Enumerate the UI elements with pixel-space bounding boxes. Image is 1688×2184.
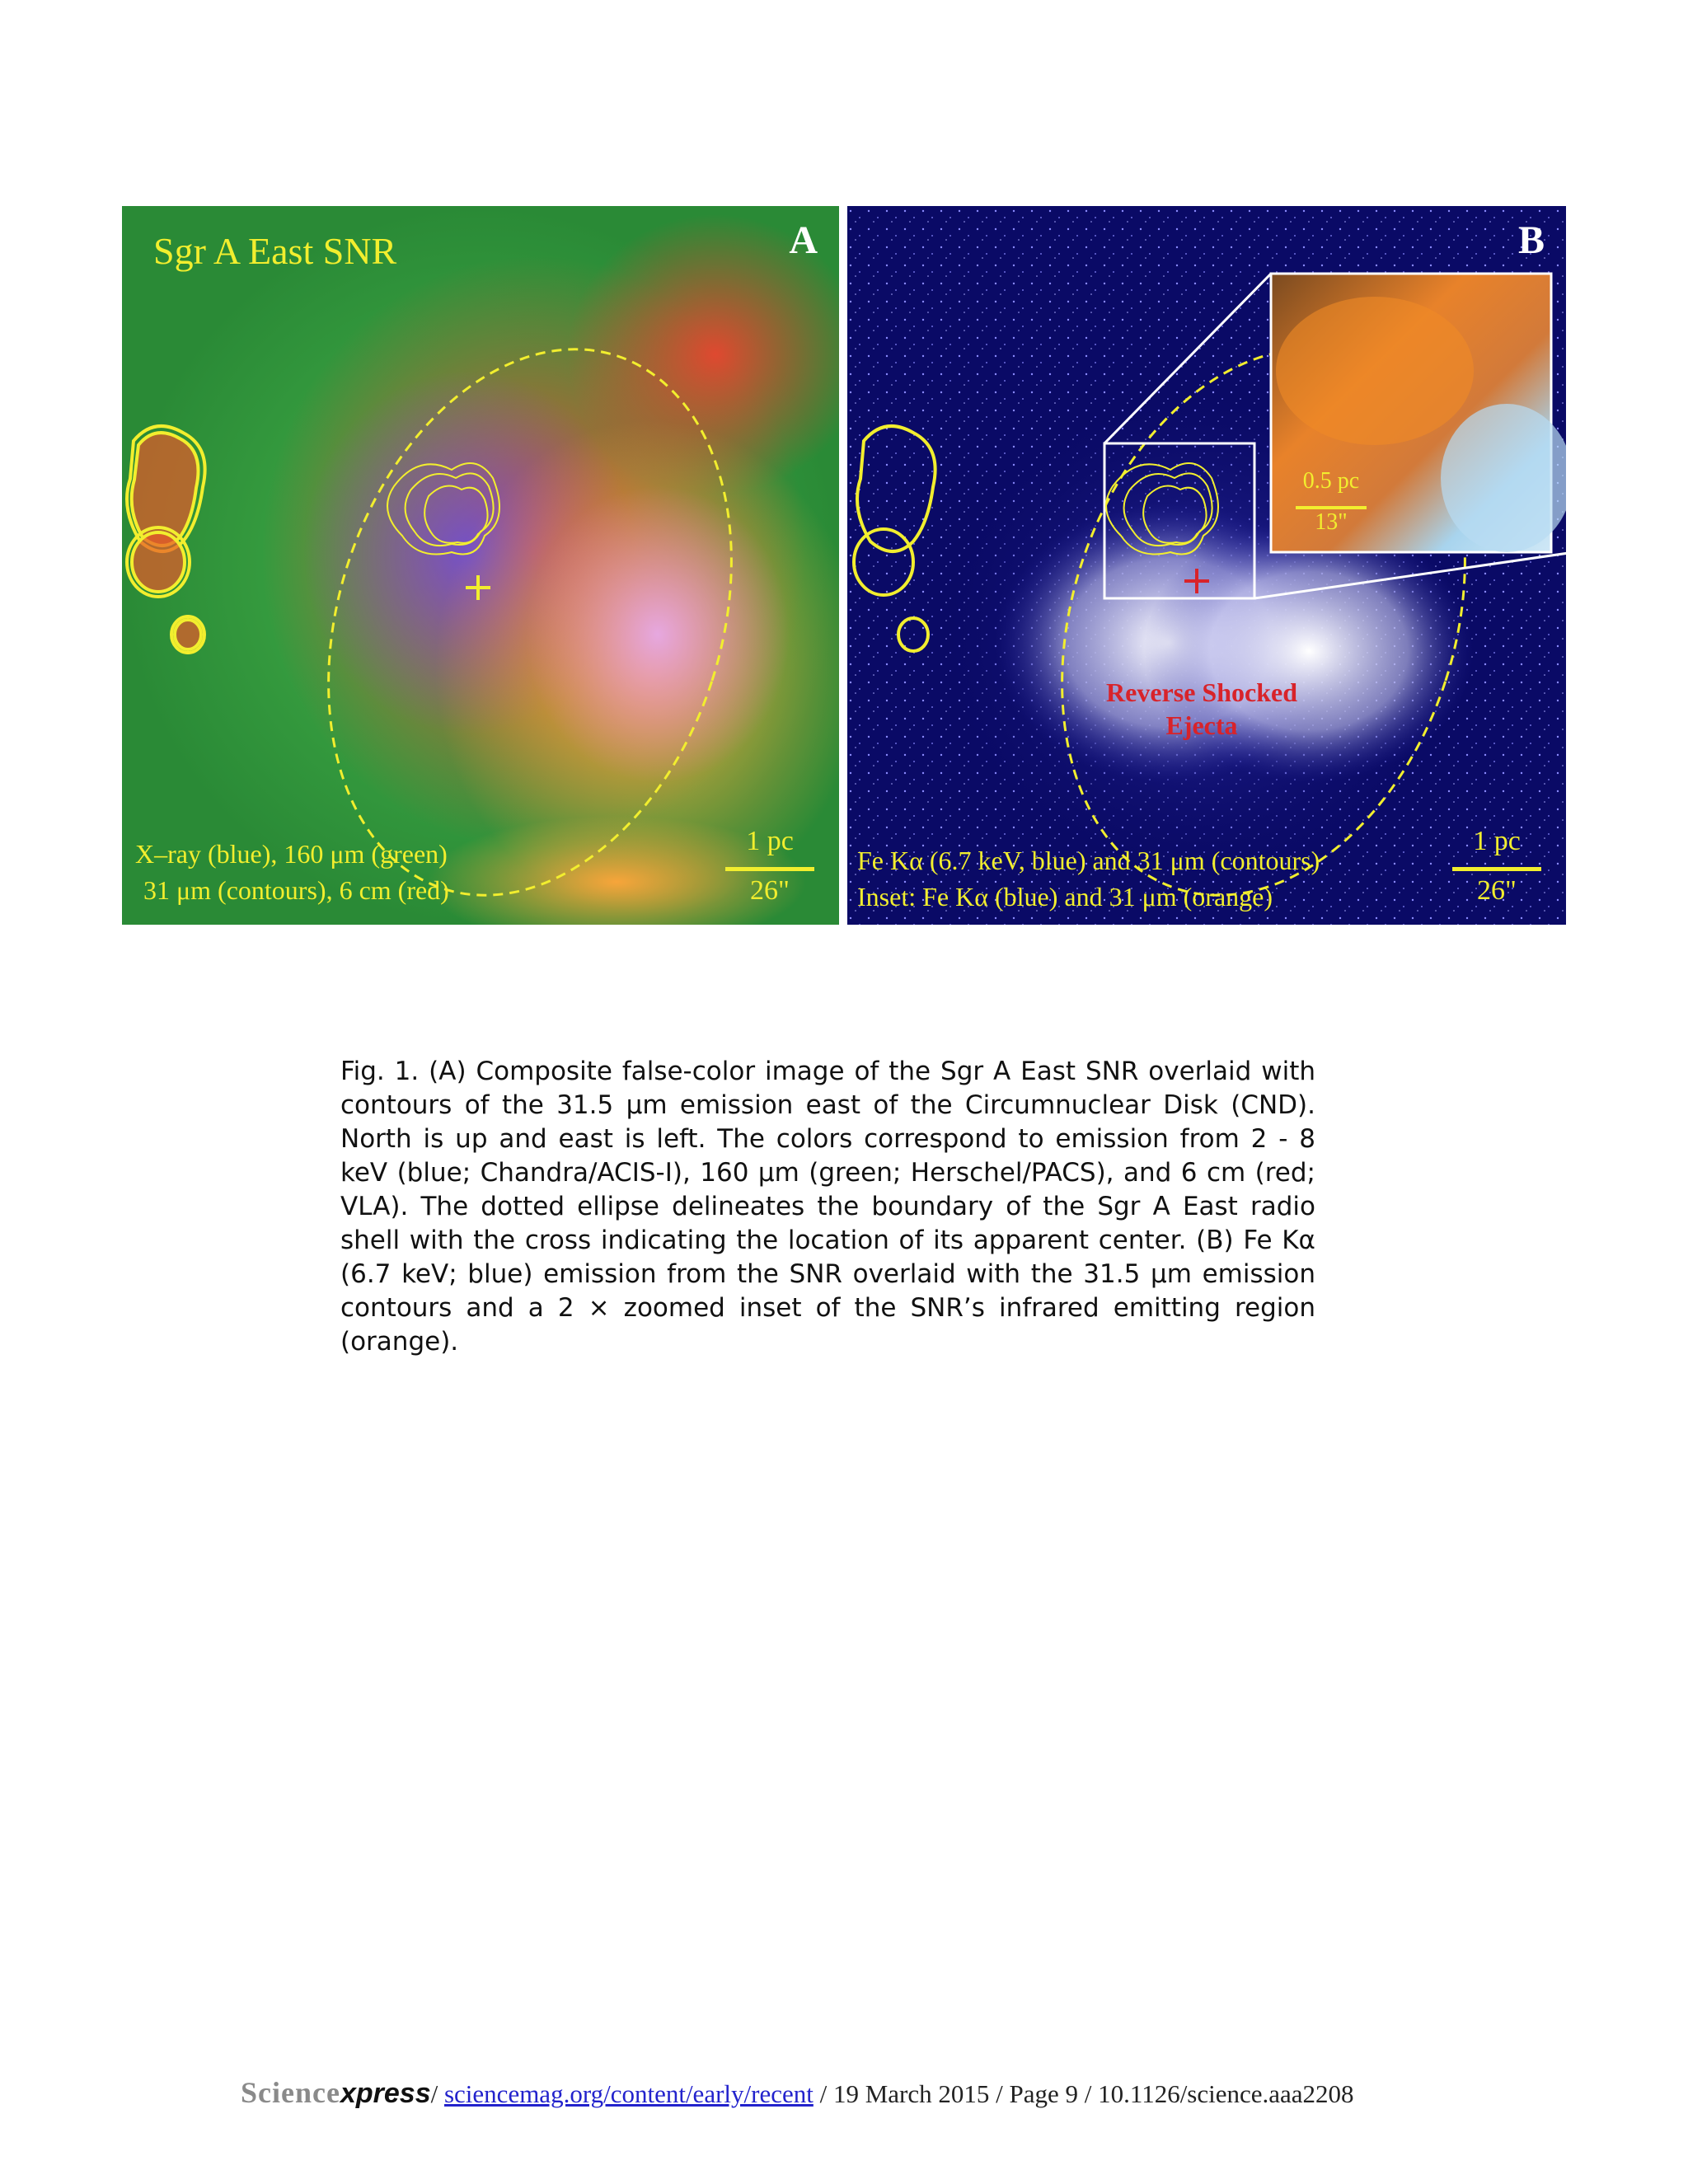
panel-b-legend-line1: Fe Kα (6.7 keV, blue) and 31 μm (contours) (857, 846, 1320, 875)
panel-b-image (847, 206, 1566, 925)
caption-label: Fig. 1. (340, 1057, 420, 1086)
brand-express: xpress (340, 2078, 431, 2109)
panel-b-scale-bar (1452, 867, 1541, 871)
panel-b-letter: B (1517, 218, 1545, 262)
panel-a-letter: A (789, 218, 818, 262)
brand-science: Science (241, 2076, 340, 2109)
panel-a-legend-line2: 31 μm (contours), 6 cm (red) (143, 875, 449, 905)
panel-a-legend-line1: X–ray (blue), 160 μm (green) (135, 839, 448, 869)
annotation-line2: Ejecta (1165, 710, 1238, 740)
caption-a-mark: A (438, 1057, 457, 1086)
caption-text-3: ) Fe Kα (6.7 keV; blue) emission from the SNR overlaid with the 31.5 μm emission contours and a 2 × zoomed inset of the SNR’s infrared emitting region (orange). (340, 1226, 1315, 1357)
figure-caption (340, 1055, 1315, 1359)
footer-sep: / (430, 2079, 444, 2108)
caption-text-1: ( (419, 1057, 439, 1086)
panel-a-scale-top: 1 pc (746, 826, 794, 856)
footer-rest: / 19 March 2015 / Page 9 / 10.1126/science.aaa2208 (813, 2079, 1354, 2108)
panel-b-artwork (847, 206, 1566, 925)
inset-scale-bottom: 13" (1315, 509, 1348, 535)
panel-b-scale-top: 1 pc (1473, 826, 1521, 856)
caption-text-2: ) Composite false-color image of the Sgr A East SNR overlaid with contours of the 31.5 μm emission east of the Circumnuclear Disk (CND). North is up and east is left. The colors correspond to emission from 2 - 8 keV (blue; Chandra/ACIS-I), 160 μm (green; Herschel/PACS), and 6 cm (red; VLA). The dotted ellipse delineates the boundary of the Sgr A East radio shell with the cross indicating the location of its apparent center. ( (340, 1057, 1315, 1255)
figure-1 (122, 206, 1566, 925)
panel-b-scale-bottom: 26" (1477, 875, 1517, 906)
panel-a-scale-bottom: 26" (750, 875, 790, 906)
panel-b-legend-line2: Inset: Fe Kα (blue) and 31 μm (orange) (857, 882, 1273, 912)
panel-a-image (122, 206, 839, 925)
page-footer (241, 2075, 1354, 2110)
panel-a-title: Sgr A East SNR (153, 230, 397, 272)
inset-scale-top: 0.5 pc (1302, 468, 1360, 494)
footer-link[interactable]: sciencemag.org/content/early/recent (443, 2079, 814, 2108)
panel-a-artwork (122, 206, 839, 925)
panel-a-scale-bar (725, 867, 814, 871)
annotation-line1: Reverse Shocked (1106, 677, 1297, 707)
caption-b-mark: B (1206, 1226, 1224, 1255)
